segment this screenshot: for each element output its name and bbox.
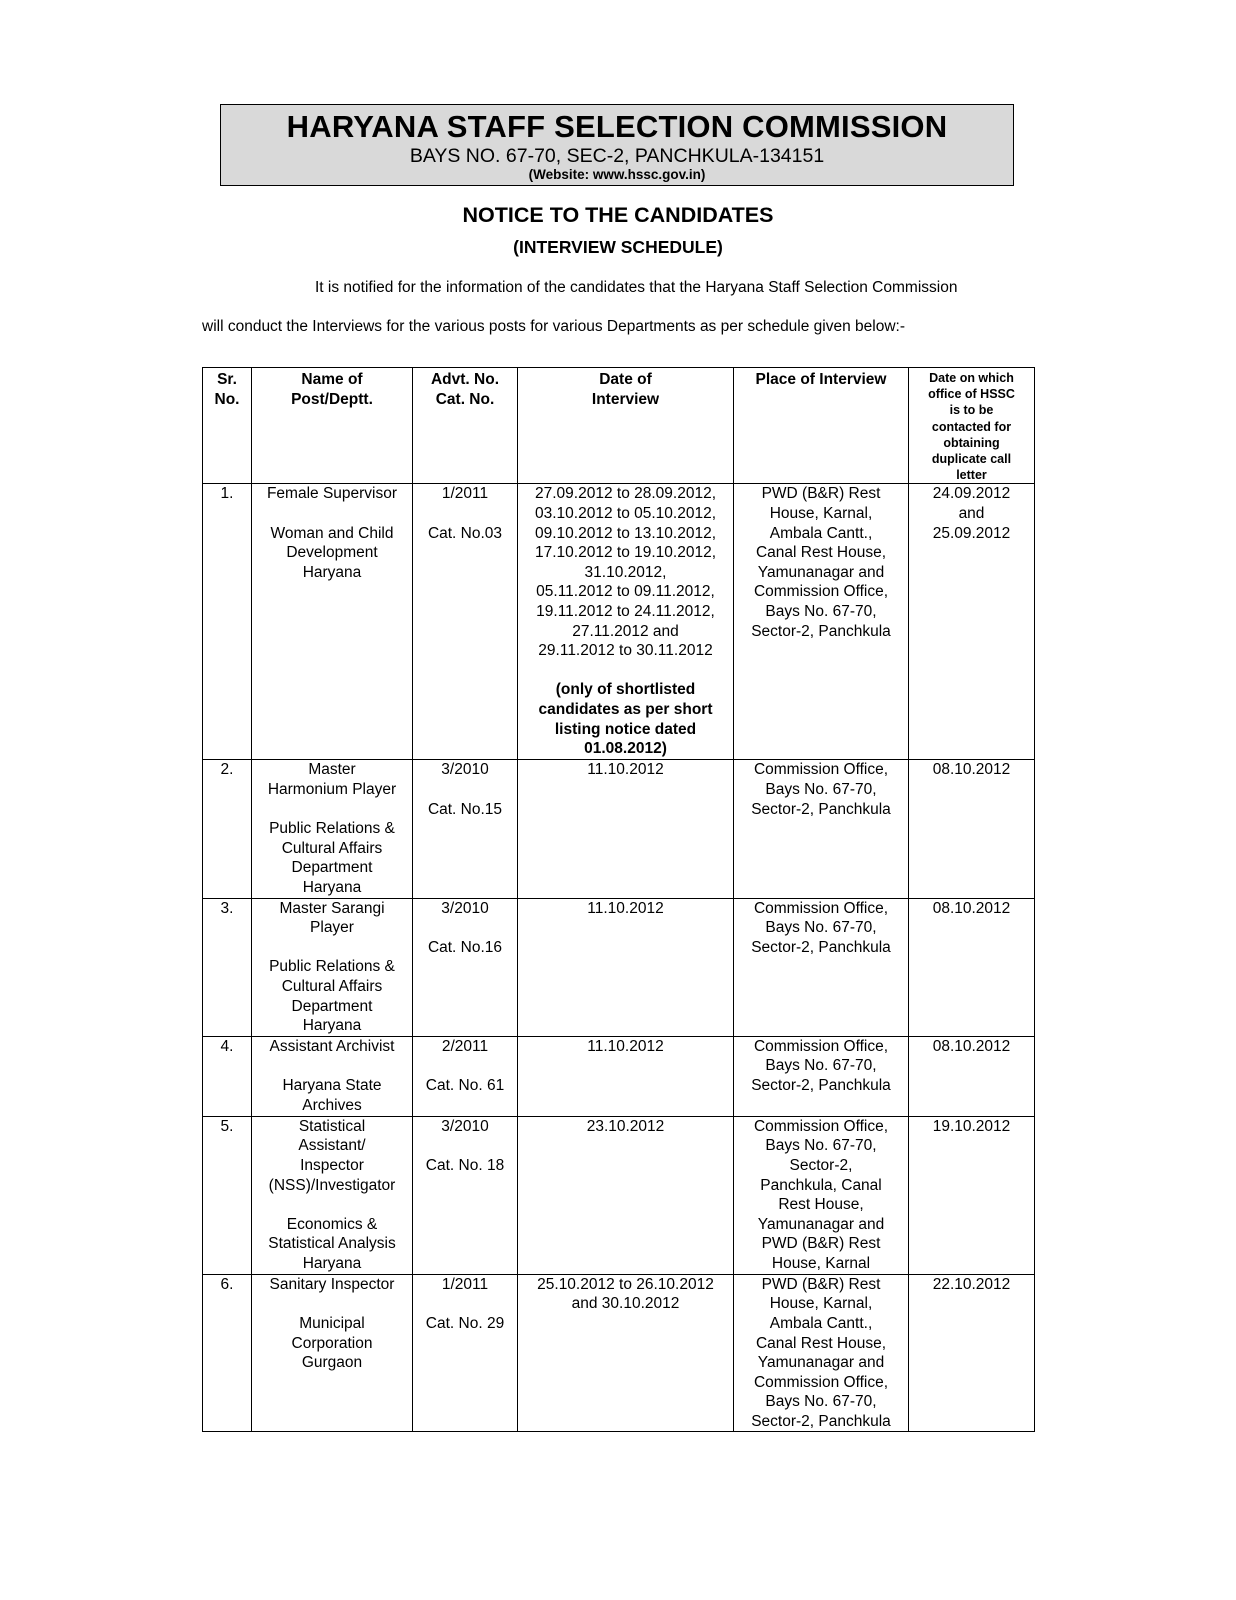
commission-website: (Website: www.hssc.gov.in) [528, 167, 706, 182]
commission-header-box [220, 104, 1014, 186]
line-spacer [256, 938, 408, 958]
advt-no: 3/2010 [441, 761, 489, 779]
post-dept-cell [252, 760, 413, 898]
advt-cat-cell [413, 1116, 518, 1274]
header-advt-line: Advt. No. [430, 371, 500, 388]
interview-place-line: Sector-2, Panchkula [751, 1076, 891, 1094]
post-dept-cell [252, 1036, 413, 1116]
advt-cat-cell-content [413, 1037, 517, 1096]
post-dept-cell [252, 1116, 413, 1274]
department-line: Statistical Analysis [268, 1235, 396, 1253]
line-spacer [417, 918, 513, 938]
contact-date-line: 22.10.2012 [932, 1275, 1011, 1293]
header-contact-line: contacted for [931, 419, 1012, 434]
sr-no-cell-content [203, 484, 251, 504]
interview-place-line: PWD (B&R) Rest [761, 1235, 881, 1253]
header-date-line: Interview [591, 390, 660, 408]
post-dept-cell-content [252, 1037, 412, 1115]
interview-place-cell [734, 1036, 909, 1116]
department-line: Department [291, 997, 373, 1015]
sr-no-cell [203, 760, 252, 898]
interview-date-line: 23.10.2012 [586, 1117, 665, 1135]
line-spacer [417, 504, 513, 524]
cat-no: Cat. No.16 [427, 938, 503, 956]
line-spacer [417, 1294, 513, 1314]
post-name-line: Inspector [300, 1156, 364, 1174]
advt-cat-cell-content [413, 760, 517, 819]
interview-place-cell [734, 898, 909, 1036]
advt-cat-cell-content [413, 1275, 517, 1334]
department-line: Cultural Affairs [281, 977, 383, 995]
header-date-line: Date of [599, 371, 652, 388]
notice-title: NOTICE TO THE CANDIDATES [462, 203, 774, 227]
interview-place-line: PWD (B&R) Rest [761, 485, 881, 503]
table-row [203, 1274, 1035, 1432]
interview-place-line: Panchkula, Canal [760, 1176, 882, 1194]
interview-place-cell-content [734, 1037, 908, 1096]
interview-place-line: House, Karnal, [769, 1295, 873, 1313]
header-place-line: Place of Interview [755, 371, 887, 388]
interview-date-line: 17.10.2012 to 19.10.2012, [535, 544, 716, 562]
department-line: Cultural Affairs [281, 839, 383, 857]
interview-date-line: 11.10.2012 [587, 899, 664, 917]
contact-date-cell [909, 760, 1035, 898]
interview-place-line: Yamunanagar and [757, 563, 885, 581]
sr-no: 1. [220, 485, 234, 503]
interview-place-line: Ambala Cantt., [769, 1314, 873, 1332]
table-header-row [203, 368, 1035, 484]
sr-no-cell-content [203, 760, 251, 780]
advt-no: 1/2011 [441, 485, 489, 503]
interview-place-line: Commission Office, [753, 1117, 889, 1135]
sr-no: 6. [220, 1275, 234, 1293]
post-name-line: Master [308, 761, 356, 779]
advt-no: 3/2010 [441, 899, 489, 917]
header-sr-no [203, 368, 252, 484]
table-row [203, 484, 1035, 760]
department-line: Archives [302, 1096, 362, 1114]
interview-place-line: Canal Rest House, [755, 544, 887, 562]
line-spacer [522, 661, 729, 681]
sr-no-cell [203, 484, 252, 760]
contact-date-cell [909, 1274, 1035, 1432]
header-contact-line: letter [956, 468, 987, 483]
interview-place-cell [734, 760, 909, 898]
advt-no: 1/2011 [441, 1275, 489, 1293]
department-line: Haryana [302, 563, 362, 581]
line-spacer [256, 1294, 408, 1314]
interview-place-cell-content [734, 1117, 908, 1274]
contact-date-cell [909, 1116, 1035, 1274]
interview-date-line: 03.10.2012 to 05.10.2012, [535, 505, 716, 523]
header-post-line: Name of [301, 371, 363, 388]
interview-date-cell [518, 1274, 734, 1432]
interview-place-cell-content [734, 899, 908, 958]
department-line: Department [291, 859, 373, 877]
post-name-line: (NSS)/Investigator [268, 1176, 396, 1194]
commission-address: BAYS NO. 67-70, SEC-2, PANCHKULA-134151 [409, 145, 825, 167]
interview-place-line: Bays No. 67-70, [765, 602, 877, 620]
department-line: Haryana [302, 1017, 362, 1035]
interview-place-line: Commission Office, [753, 1373, 889, 1391]
interview-place-cell-content [734, 484, 908, 641]
interview-place-line: Commission Office, [753, 1037, 889, 1055]
interview-date-cell-content [518, 1037, 733, 1057]
interview-date-line: 11.10.2012 [587, 1037, 664, 1055]
contact-date-cell [909, 484, 1035, 760]
post-dept-cell-content [252, 1117, 412, 1274]
sr-no: 5. [220, 1117, 234, 1135]
header-interview-date [518, 368, 734, 484]
interview-place-cell [734, 1116, 909, 1274]
sr-no-cell-content [203, 1275, 251, 1295]
contact-date-cell-content [909, 1037, 1034, 1057]
post-name-line: Sanitary Inspector [269, 1275, 395, 1293]
department-line: Gurgaon [301, 1354, 363, 1372]
sr-no-cell [203, 1036, 252, 1116]
header-advt-no [413, 368, 518, 484]
interview-date-cell [518, 1036, 734, 1116]
header-sr-line: No. [214, 390, 240, 408]
interview-date-cell-content [518, 484, 733, 758]
table-row [203, 760, 1035, 898]
header-interview-place [734, 368, 909, 484]
table-row [203, 1036, 1035, 1116]
intro-text-line-1: It is notified for the information of the candidates that the Haryana Staff Selection Commission [315, 279, 958, 296]
advt-cat-cell-content [413, 899, 517, 958]
department-line: Haryana [302, 878, 362, 896]
cat-no: Cat. No. 29 [425, 1314, 505, 1332]
interview-date-line: and 30.10.2012 [571, 1295, 680, 1313]
interview-date-line: 09.10.2012 to 13.10.2012, [535, 524, 716, 542]
interview-date-line: 29.11.2012 to 30.11.2012 [538, 642, 713, 660]
interview-place-line: Ambala Cantt., [769, 524, 873, 542]
interview-date-line: 25.10.2012 to 26.10.2012 [537, 1275, 714, 1293]
contact-date-cell-content [909, 1117, 1034, 1137]
header-contact-line: obtaining [943, 435, 1000, 450]
intro-text-line-2: will conduct the Interviews for the various posts for various Departments as per schedule given below:- [202, 318, 906, 335]
department-line: Public Relations & [269, 820, 395, 838]
sr-no-cell-content [203, 1037, 251, 1057]
post-name-line: Assistant/ [298, 1137, 366, 1155]
post-dept-cell [252, 898, 413, 1036]
interview-date-note-line: listing notice dated [554, 720, 697, 738]
contact-date-line: 24.09.2012 [932, 485, 1011, 503]
interview-date-cell [518, 760, 734, 898]
contact-date-cell-content [909, 899, 1034, 919]
post-name-line: Harmonium Player [267, 781, 397, 799]
interview-place-cell-content [734, 760, 908, 819]
advt-cat-cell [413, 1036, 518, 1116]
header-contact-line: Date on which [929, 371, 1014, 385]
line-spacer [256, 1195, 408, 1215]
interview-date-note-line: (only of shortlisted [555, 681, 696, 699]
interview-place-line: House, Karnal, [769, 505, 873, 523]
post-name-line: Master Sarangi [279, 899, 385, 917]
post-name-line: Female Supervisor [266, 485, 398, 503]
header-contact-line: office of HSSC [928, 387, 1015, 402]
interview-place-line: Bays No. 67-70, [765, 1137, 877, 1155]
post-dept-cell-content [252, 1275, 412, 1373]
interview-place-line: Sector-2, Panchkula [751, 622, 891, 640]
header-sr-line: Sr. [217, 371, 237, 388]
interview-place-cell-content [734, 1275, 908, 1432]
interview-date-cell-content [518, 1275, 733, 1314]
contact-date-cell-content [909, 484, 1034, 543]
post-dept-cell-content [252, 899, 412, 1036]
interview-place-line: PWD (B&R) Rest [761, 1275, 881, 1293]
post-dept-cell [252, 484, 413, 760]
interview-place-line: Commission Office, [753, 761, 889, 779]
advt-cat-cell-content [413, 484, 517, 543]
line-spacer [256, 1056, 408, 1076]
interview-date-line: 27.11.2012 and [572, 622, 679, 640]
header-post-name [252, 368, 413, 484]
sr-no: 3. [220, 899, 234, 917]
contact-date-cell-content [909, 760, 1034, 780]
interview-place-cell [734, 484, 909, 760]
advt-cat-cell [413, 1274, 518, 1432]
sr-no-cell [203, 898, 252, 1036]
department-line: Economics & [286, 1215, 378, 1233]
post-dept-cell [252, 1274, 413, 1432]
department-line: Development [286, 544, 378, 562]
post-name-line: Player [310, 919, 354, 937]
header-post-line: Post/Deptt. [291, 390, 373, 408]
department-line: Corporation [291, 1334, 373, 1352]
cat-no: Cat. No.03 [427, 524, 503, 542]
header-advt-line: Cat. No. [435, 390, 495, 408]
line-spacer [256, 504, 408, 524]
interview-place-line: Sector-2, Panchkula [751, 800, 891, 818]
interview-date-line: 05.11.2012 to 09.11.2012, [536, 583, 715, 601]
advt-cat-cell-content [413, 1117, 517, 1176]
header-contact-line: duplicate call [931, 452, 1012, 467]
interview-date-cell [518, 1116, 734, 1274]
interview-date-line: 19.11.2012 to 24.11.2012, [536, 602, 715, 620]
contact-date-line: and [958, 505, 985, 523]
department-line: Haryana [302, 1254, 362, 1272]
cat-no: Cat. No. 18 [425, 1156, 505, 1174]
interview-place-line: Sector-2, [789, 1156, 853, 1174]
interview-place-line: Sector-2, Panchkula [751, 938, 891, 956]
interview-date-cell [518, 484, 734, 760]
interview-place-line: Bays No. 67-70, [765, 1057, 877, 1075]
interview-place-line: House, Karnal [771, 1254, 871, 1272]
contact-date-cell [909, 898, 1035, 1036]
interview-place-line: Yamunanagar and [757, 1215, 885, 1233]
header-contact-line: is to be [949, 403, 994, 418]
line-spacer [417, 1056, 513, 1076]
department-line: Haryana State [282, 1076, 382, 1094]
post-dept-cell-content [252, 760, 412, 897]
interview-schedule-table [202, 367, 1035, 1432]
commission-name: HARYANA STAFF SELECTION COMMISSION [286, 109, 948, 144]
interview-date-cell-content [518, 760, 733, 780]
contact-date-line: 08.10.2012 [932, 1037, 1011, 1055]
interview-place-cell [734, 1274, 909, 1432]
interview-place-line: Sector-2, Panchkula [751, 1412, 891, 1430]
sr-no: 2. [220, 761, 234, 779]
interview-place-line: Bays No. 67-70, [765, 1393, 877, 1411]
interview-date-cell-content [518, 1117, 733, 1137]
interview-date-line: 27.09.2012 to 28.09.2012, [535, 485, 716, 503]
interview-place-line: Bays No. 67-70, [765, 919, 877, 937]
contact-date-cell-content [909, 1275, 1034, 1295]
interview-place-line: Commission Office, [753, 899, 889, 917]
cat-no: Cat. No.15 [427, 800, 503, 818]
contact-date-line: 08.10.2012 [932, 761, 1011, 779]
interview-date-note-line: candidates as per short [538, 700, 713, 718]
advt-no: 3/2010 [441, 1117, 489, 1135]
line-spacer [417, 780, 513, 800]
interview-date-note-line: 01.08.2012) [584, 740, 667, 758]
sr-no-cell [203, 1116, 252, 1274]
interview-date-line: 31.10.2012, [584, 563, 667, 581]
interview-place-line: Commission Office, [753, 583, 889, 601]
interview-place-line: Yamunanagar and [757, 1354, 885, 1372]
sr-no-cell-content [203, 899, 251, 919]
sr-no-cell-content [203, 1117, 251, 1137]
interview-date-line: 11.10.2012 [587, 761, 664, 779]
sr-no: 4. [220, 1037, 234, 1055]
advt-cat-cell [413, 484, 518, 760]
advt-cat-cell [413, 898, 518, 1036]
interview-place-line: Rest House, [778, 1196, 864, 1214]
department-line: Municipal [299, 1314, 365, 1332]
cat-no: Cat. No. 61 [425, 1076, 505, 1094]
table-row [203, 898, 1035, 1036]
notice-subtitle: (INTERVIEW SCHEDULE) [513, 237, 723, 257]
advt-no: 2/2011 [441, 1037, 489, 1055]
header-contact-date [909, 368, 1035, 484]
post-name-line: Assistant Archivist [269, 1037, 395, 1055]
contact-date-cell [909, 1036, 1035, 1116]
line-spacer [256, 800, 408, 820]
table-row [203, 1116, 1035, 1274]
line-spacer [417, 1136, 513, 1156]
interview-date-cell-content [518, 899, 733, 919]
department-line: Public Relations & [269, 958, 395, 976]
contact-date-line: 25.09.2012 [932, 524, 1011, 542]
post-name-line: Statistical [298, 1117, 366, 1135]
interview-date-cell [518, 898, 734, 1036]
advt-cat-cell [413, 760, 518, 898]
contact-date-line: 19.10.2012 [932, 1117, 1011, 1135]
interview-place-line: Bays No. 67-70, [765, 781, 877, 799]
contact-date-line: 08.10.2012 [932, 899, 1011, 917]
post-dept-cell-content [252, 484, 412, 582]
sr-no-cell [203, 1274, 252, 1432]
department-line: Woman and Child [270, 524, 394, 542]
interview-place-line: Canal Rest House, [755, 1334, 887, 1352]
